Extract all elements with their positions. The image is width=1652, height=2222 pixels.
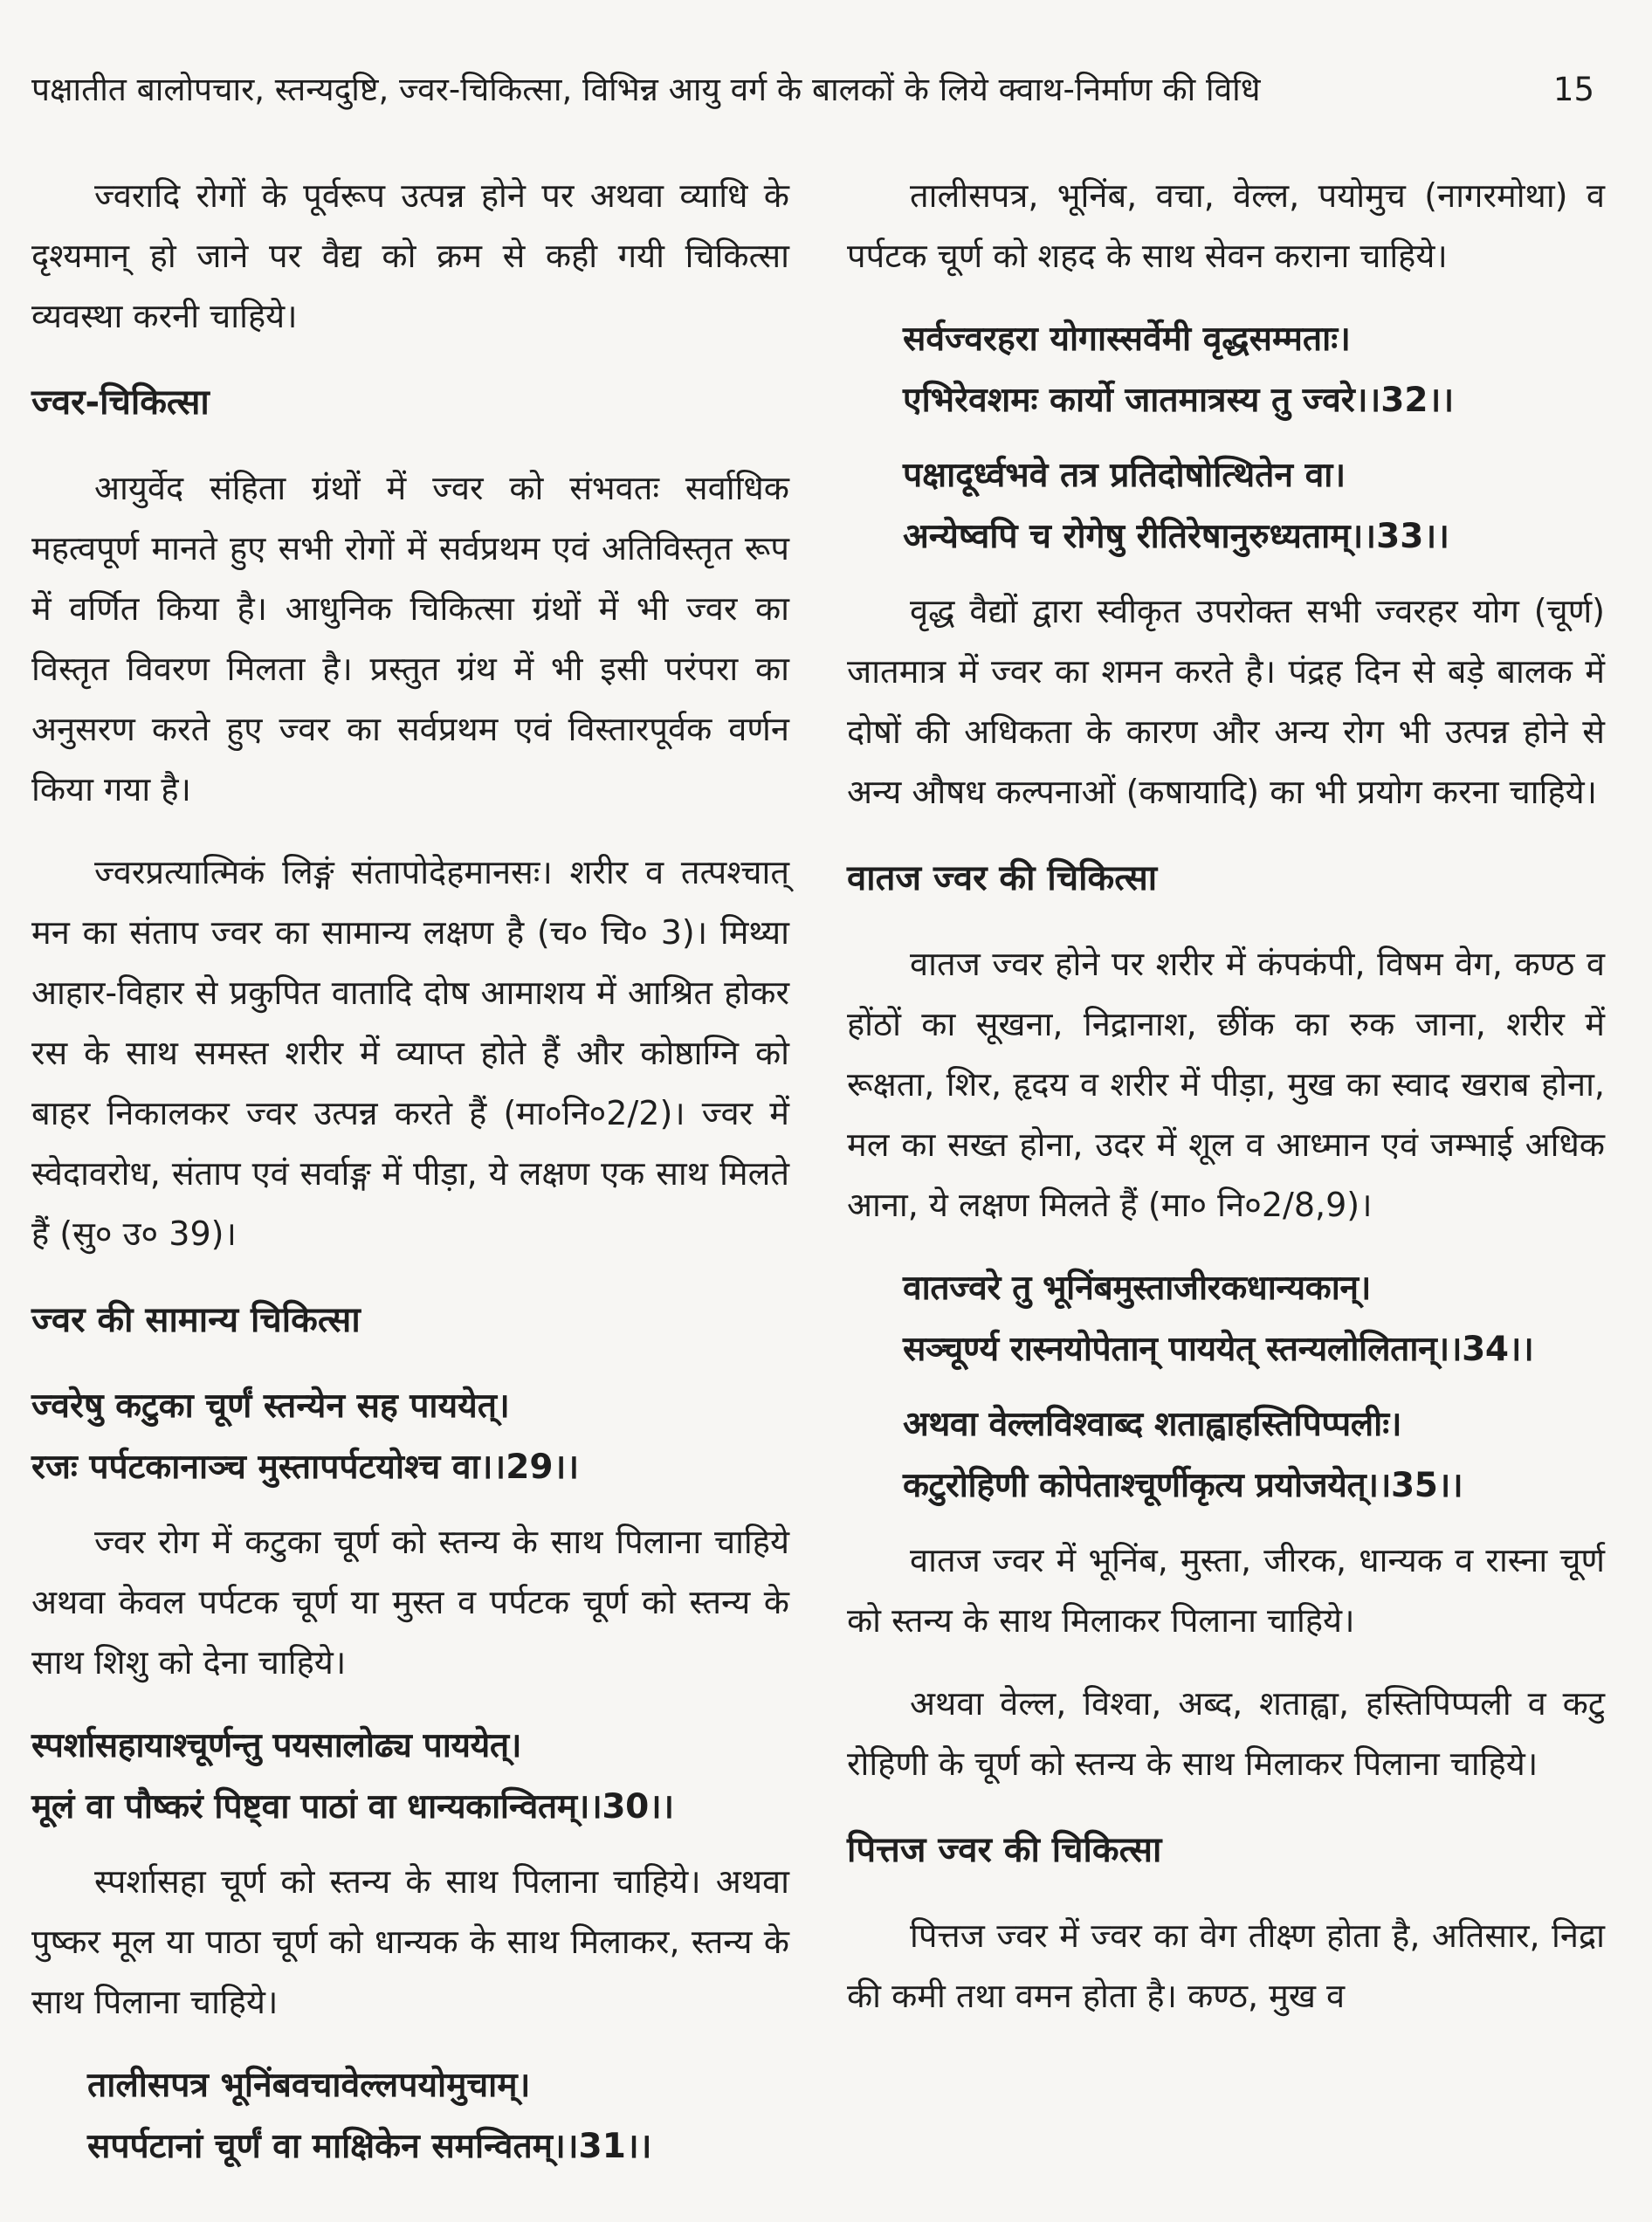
verse-line: स्पर्शासहायाश्चूर्णन्तु पयसालोढ्य पाययेत्। (31, 1726, 522, 1765)
sanskrit-verse-32 (847, 309, 1605, 431)
sanskrit-verse-31 (31, 2055, 789, 2177)
section-heading: ज्वर-चिकित्सा (31, 382, 210, 423)
verse-line: वातज्वरे तु भूनिंबमुस्ताजीरकधान्यकान्। (903, 1269, 1372, 1308)
paragraph: ज्वरप्रत्यात्मिकं लिङ्गं संतापोदेहमानसः। शरीर व तत्पश्चात् मन का संताप ज्वर का सामान्य लक्षण है (च० चि० 3)। मिथ्या आहार-विहार से प्रकुपित वातादि दोष आमाशय में आश्रित होकर रस के साथ समस्त शरीर में व्याप्त होते हैं और कोष्ठाग्नि को बाहर निकालकर ज्वर उत्पन्न करते हैं (मा०नि०2/2)। ज्वर में स्वेदावरोध, संताप एवं सर्वाङ्ग में पीड़ा, ये लक्षण एक साथ मिलते हैं (सु० उ० 39)। (31, 853, 789, 1253)
verse-line: सञ्चूर्ण्य रास्नयोपेतान् पाययेत् स्तन्यलोलितान्।।34।। (903, 1330, 1534, 1369)
verse-line: कटुरोहिणी कोपेताश्चूर्णीकृत्य प्रयोजयेत्।।35।। (903, 1466, 1463, 1505)
right-column (847, 166, 1605, 2049)
paragraph: तालीसपत्र, भूनिंब, वचा, वेल्ल, पयोमुच (नागरमोथा) व पर्पटक चूर्ण को शहद के साथ सेवन कराना चाहिये। (847, 176, 1605, 275)
left-column (31, 166, 789, 2191)
verse-line: सर्वज्वरहरा योगास्सर्वेमी वृद्धसम्मताः। (903, 320, 1351, 359)
section-heading: पित्तज ज्वर की चिकित्सा (847, 1830, 1162, 1870)
page-number: 15 (1552, 71, 1594, 108)
verse-line: सपर्पटानां चूर्णं वा माक्षिकेन समन्वितम्।।31।। (87, 2127, 652, 2166)
paragraph: पित्तज ज्वर में ज्वर का वेग तीक्ष्ण होता है, अतिसार, निद्रा की कमी तथा वमन होता है। कण्ठ, मुख व (847, 1916, 1605, 2015)
paragraph: आयुर्वेद संहिता ग्रंथों में ज्वर को संभवतः सर्वाधिक महत्वपूर्ण मानते हुए सभी रोगों में सर्वप्रथम एवं अतिविस्तृत रूप में वर्णित किया है। आधुनिक चिकित्सा ग्रंथों में भी ज्वर का विस्तृत विवरण मिलता है। प्रस्तुत ग्रंथ में भी इसी परंपरा का अनुसरण करते हुए ज्वर का सर्वप्रथम एवं विस्तारपूर्वक वर्णन किया गया है। (31, 469, 789, 808)
paragraph: वातज ज्वर होने पर शरीर में कंपकंपी, विषम वेग, कण्ठ व होंठों का सूखना, निद्रानाश, छींक का रुक जाना, शरीर में रूक्षता, शिर, हृदय व शरीर में पीड़ा, मुख का स्वाद खराब होना, मल का सख्त होना, उदर में शूल व आध्मान एवं जम्भाई अधिक आना, ये लक्षण मिलते हैं (मा० नि०2/8,9)। (847, 945, 1605, 1224)
section-heading: ज्वर की सामान्य चिकित्सा (31, 1300, 361, 1340)
verse-line: पक्षादूर्ध्वभवे तत्र प्रतिदोषोत्थितेन वा। (903, 456, 1346, 495)
verse-line: रजः पर्पटकानाञ्च मुस्तापर्पटयोश्च वा।।29।। (31, 1448, 580, 1487)
verse-line: मूलं वा पौष्करं पिष्ट्वा पाठां वा धान्यकान्वितम्।।30।। (31, 1787, 674, 1826)
paragraph: वृद्ध वैद्यों द्वारा स्वीकृत उपरोक्त सभी ज्वरहर योग (चूर्ण) जातमात्र में ज्वर का शमन करते है। पंद्रह दिन से बड़े बालक में दोषों की अधिकता के कारण और अन्य रोग भी उत्पन्न होने से अन्य औषध कल्पनाओं (कषायादि) का भी प्रयोग करना चाहिये। (847, 592, 1605, 811)
running-header: पक्षातीत बालोपचार, स्तन्यदुष्टि, ज्वर-चिकित्सा, विभिन्न आयु वर्ग के बालकों के लिये क्वाथ-निर्माण की विधि (31, 71, 1261, 108)
section-heading: वातज ज्वर की चिकित्सा (847, 858, 1158, 898)
verse-line: तालीसपत्र भूनिंबवचावेल्लपयोमुचाम्। (87, 2066, 531, 2105)
sanskrit-verse-30 (31, 1716, 789, 1838)
paragraph: ज्वरादि रोगों के पूर्वरूप उत्पन्न होने पर अथवा व्याधि के दृश्यमान् हो जाने पर वैद्य को क्रम से कही गयी चिकित्सा व्यवस्था करनी चाहिये। (31, 176, 789, 335)
paragraph: ज्वर रोग में कटुका चूर्ण को स्तन्य के साथ पिलाना चाहिये अथवा केवल पर्पटक चूर्ण या मुस्त व पर्पटक चूर्ण को स्तन्य के साथ शिशु को देना चाहिये। (31, 1523, 789, 1682)
verse-line: एभिरेवशमः कार्यो जातमात्रस्य तु ज्वरे।।32।। (903, 381, 1455, 420)
verse-line: अन्येष्वपि च रोगेषु रीतिरेषानुरुध्यताम्।।33।। (903, 517, 1449, 556)
verse-line: ज्वरेषु कटुका चूर्णं स्तन्येन सह पाययेत्। (31, 1386, 510, 1426)
paragraph: अथवा वेल्ल, विश्वा, अब्द, शताह्वा, हस्तिपिप्पली व कटु रोहिणी के चूर्ण को स्तन्य के साथ मिलाकर पिलाना चाहिये। (847, 1684, 1605, 1783)
paragraph: स्पर्शासहा चूर्ण को स्तन्य के साथ पिलाना चाहिये। अथवा पुष्कर मूल या पाठा चूर्ण को धान्यक के साथ मिलाकर, स्तन्य के साथ पिलाना चाहिये। (31, 1862, 789, 2021)
sanskrit-verse-33 (847, 445, 1605, 568)
verse-line: अथवा वेल्लविश्वाब्द शताह्वाहस्तिपिप्पलीः। (903, 1405, 1402, 1444)
sanskrit-verse-34 (847, 1258, 1605, 1380)
sanskrit-verse-29 (31, 1376, 789, 1498)
sanskrit-verse-35 (847, 1394, 1605, 1517)
paragraph: वातज ज्वर में भूनिंब, मुस्ता, जीरक, धान्यक व रास्ना चूर्ण को स्तन्य के साथ मिलाकर पिलाना चाहिये। (847, 1541, 1605, 1640)
